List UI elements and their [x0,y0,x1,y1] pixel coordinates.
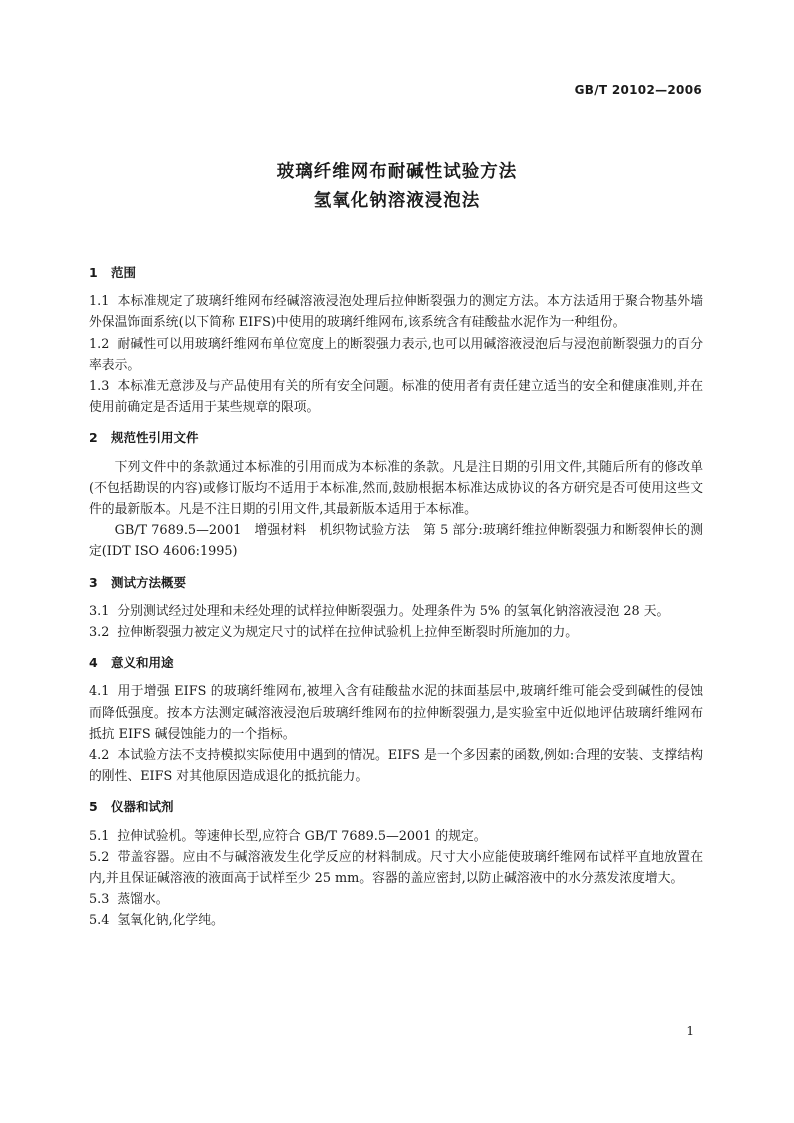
clause-number: 5.1 [89,828,110,844]
paragraph-text: 下列文件中的条款通过本标准的引用而成为本标准的条款。凡是注日期的引用文件,其随后所有的修改单(不包括勘误的内容)或修订版均不适用于本标准,然而,鼓励根据本标准达成协议的各方研究是否可使用这些文件的最新版本。凡是不注日期的引用文件,其最新版本适用于本标准。 [89,459,703,518]
clause-number: 1.1 [89,294,110,310]
section-title: 规范性引用文件 [111,430,199,446]
clause-number: 5.4 [89,913,110,929]
section-title: 意义和用途 [111,655,174,671]
clause [89,681,703,745]
section-number: 3 [89,574,98,590]
section-number: 1 [89,265,98,280]
section-heading [89,262,703,283]
section-heading [89,652,703,673]
clause [89,334,703,376]
document-title: 玻璃纤维网布耐碱性试验方法 [276,162,518,182]
section-number: 5 [89,799,98,815]
clause [89,889,703,910]
section-title: 仪器和试剂 [111,799,174,815]
clause-number: 4.2 [89,748,110,764]
clause-text: 拉伸试验机。等速伸长型,应符合 GB/T 7689.5—2001 的规定。 [117,828,487,844]
clause-text: 氢氧化钠,化学纯。 [117,913,224,929]
section-title: 测试方法概要 [111,574,187,590]
section-heading [89,796,703,817]
clause [89,622,703,643]
page-number: 1 [686,1024,694,1038]
clause-text: 本标准规定了玻璃纤维网布经碱溶液浸泡处理后拉伸断裂强力的测定方法。本方法适用于聚合物基外墙外保温饰面系统(以下简称 EIFS)中使用的玻璃纤维网布,该系统含有硅酸盐水泥作为一种组份。 [89,294,703,331]
section-heading [89,427,703,448]
standard-number: GB/T 20102—2006 [574,83,702,97]
clause [89,826,703,847]
clause-number: 5.3 [89,892,110,908]
document-subtitle: 氢氧化钠溶液浸泡法 [313,191,481,211]
clause [89,847,703,889]
clause-text: 分别测试经过处理和未经处理的试样拉伸断裂强力。处理条件为 5% 的氢氧化钠溶液浸泡 28 天。 [117,603,670,619]
clause-text: 拉伸断裂强力被定义为规定尺寸的试样在拉伸试验机上拉伸至断裂时所施加的力。 [117,625,579,641]
clause-text: 蒸馏水。 [117,892,169,908]
paragraph [89,457,703,521]
clause-number: 4.1 [89,684,110,700]
clause-text: 用于增强 EIFS 的玻璃纤维网布,被埋入含有硅酸盐水泥的抹面基层中,玻璃纤维可能会受到碱性的侵蚀而降低强度。按本方法测定碱溶液浸泡后玻璃纤维网布的拉伸断裂强力,是实验室中近似地评估玻璃纤维网布抵抗 EIFS 碱侵蚀能力的一个指标。 [89,684,703,742]
section-title: 范围 [111,265,137,280]
clause-number: 5.2 [89,849,110,865]
section-number: 2 [89,430,98,446]
clause [89,601,703,622]
clause-text: 本标准无意涉及与产品使用有关的所有安全问题。标准的使用者有责任建立适当的安全和健康准则,并在使用前确定是否适用于某些规章的限项。 [89,379,703,416]
clause [89,745,703,787]
clause [89,291,703,333]
clause-text: 本试验方法不支持模拟实际使用中遇到的情况。EIFS 是一个多因素的函数,例如:合理的安装、支撑结构的刚性、EIFS 对其他原因造成退化的抵抗能力。 [89,748,703,785]
clause-text: 带盖容器。应由不与碱溶液发生化学反应的材料制成。尺寸大小应能使玻璃纤维网布试样平直地放置在内,并且保证碱溶液的液面高于试样至少 25 mm。容器的盖应密封,以防止碱溶液中的水分蒸发浓度增大。 [89,849,703,887]
section-heading [89,572,703,593]
clause-number: 3.2 [89,625,110,641]
clause-text: 耐碱性可以用玻璃纤维网布单位宽度上的断裂强力表示,也可以用碱溶液浸泡后与浸泡前断裂强力的百分率表示。 [89,336,703,373]
clause-number: 1.3 [89,379,110,395]
reference-entry [89,520,703,562]
clause-number: 3.1 [89,603,110,619]
clause-number: 1.2 [89,336,110,352]
clause [89,376,703,418]
reference-text: GB/T 7689.5—2001 增强材料 机织物试验方法 第 5 部分:玻璃纤维拉伸断裂强力和断裂伸长的测定(IDT ISO 4606:1995) [89,523,703,560]
document-body [89,262,703,932]
section-number: 4 [89,655,98,671]
clause [89,910,703,931]
